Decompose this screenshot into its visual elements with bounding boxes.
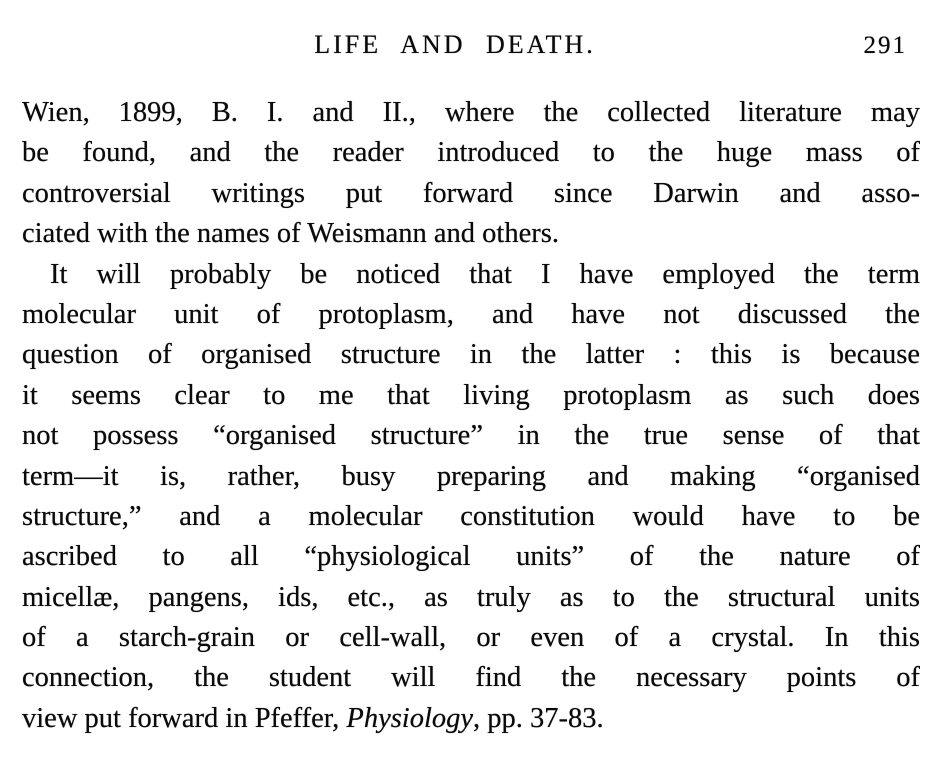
page-body — [22, 93, 920, 739]
page-number: 291 — [863, 32, 907, 59]
text-segment: It will probably be noticed that I have employed the term — [50, 258, 920, 290]
page-title: LIFE AND DEATH. — [314, 30, 596, 59]
text-segment: structure,” and a molecular constitution would have to be — [22, 500, 920, 532]
text-line — [22, 457, 920, 497]
text-segment: molecular unit of protoplasm, and have not discussed the — [22, 298, 920, 330]
text-segment: be found, and the reader introduced to the huge mass of — [22, 137, 920, 169]
text-line — [22, 335, 920, 375]
text-line — [22, 174, 920, 214]
text-line — [22, 133, 920, 173]
text-line — [22, 618, 920, 658]
paragraph — [22, 255, 920, 740]
text-segment: Wien, 1899, B. I. and II., where the collected literature may — [22, 97, 920, 128]
text-line — [22, 416, 920, 456]
text-line — [22, 537, 920, 577]
text-line — [22, 376, 920, 416]
text-segment: question of organised structure in the latter : this is because — [22, 339, 920, 371]
text-line — [22, 295, 920, 335]
paragraph — [22, 93, 920, 255]
text-segment: controversial writings put forward since Darwin and asso- — [22, 177, 920, 209]
text-segment: not possess “organised structure” in the true sense of that — [22, 420, 920, 452]
italic-book-title: Physiology — [346, 702, 474, 734]
text-line — [22, 699, 920, 739]
text-line — [22, 93, 920, 133]
text-segment: view put forward in Pfeffer, — [22, 702, 347, 734]
text-segment: ciated with the names of Weismann and others. — [22, 218, 559, 250]
text-segment: of a starch-grain or cell-wall, or even of a crystal. In this — [22, 622, 920, 654]
text-segment: ascribed to all “physiological units” of the nature of — [22, 541, 920, 573]
text-line — [22, 255, 920, 295]
text-segment: term—it is, rather, busy preparing and making “organised — [22, 460, 920, 492]
text-segment: , pp. 37-83. — [473, 702, 604, 734]
text-line — [22, 497, 920, 537]
text-line — [22, 578, 920, 618]
text-segment: connection, the student will find the necessary points of — [22, 662, 920, 694]
text-line — [22, 214, 920, 254]
text-line — [22, 658, 920, 698]
text-segment: micellæ, pangens, ids, etc., as truly as to the structural units — [22, 581, 920, 613]
running-header — [22, 30, 920, 66]
text-segment: it seems clear to me that living protoplasm as such does — [22, 379, 920, 411]
